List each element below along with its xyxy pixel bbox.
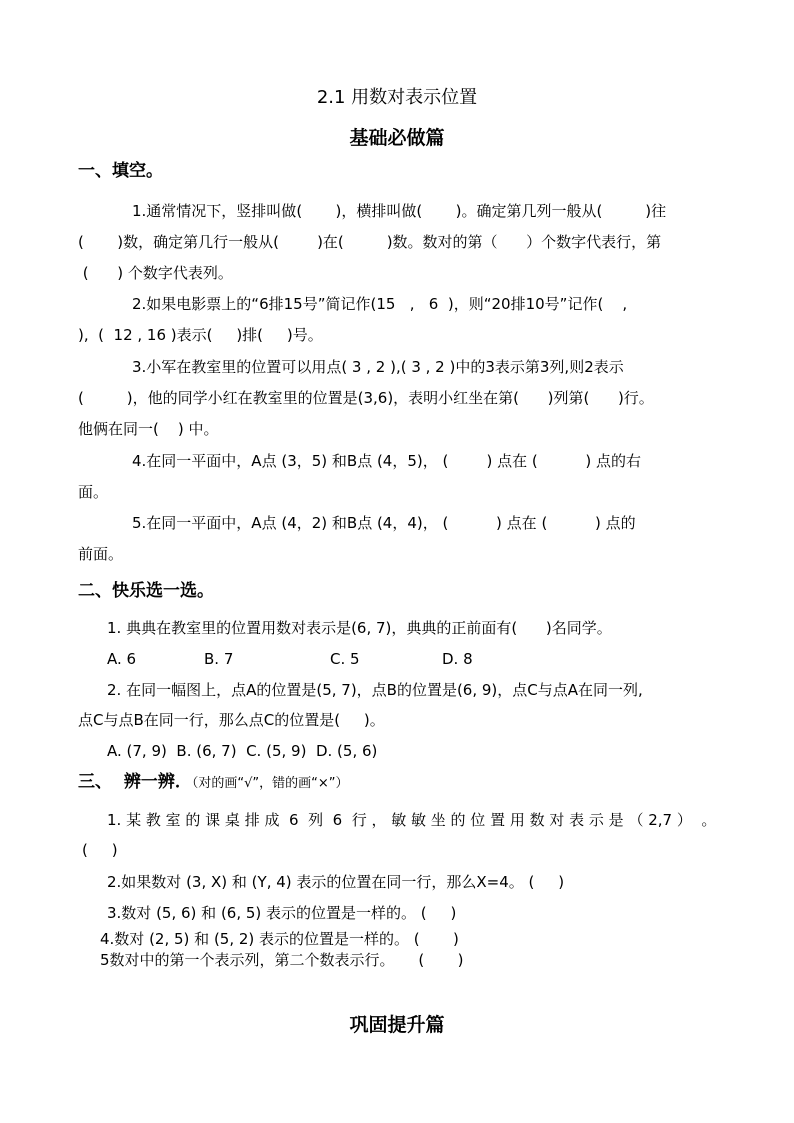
fill-blank-line: 2.如果电影票上的“6排15号”简记作(15 , 6 )，则“20排10号”记作( , — [132, 295, 628, 313]
fill-blank-line: 前面。 — [78, 545, 124, 563]
fill-blank-line: 1.通常情况下，竖排叫做( )，横排叫做( )。确定第几列一般从( )往 — [132, 202, 667, 220]
choice-question-2-cont: 点C与点B在同一行，那么点C的位置是( )。 — [78, 711, 385, 729]
section1-heading: 一、填空。 — [78, 161, 163, 181]
fill-blank-line: 他俩在同一( ) 中。 — [78, 420, 219, 438]
judge-item: 5数对中的第一个表示列，第二个数表示行。 ( ) — [100, 951, 464, 969]
fill-blank-line: ), ( 12 , 16 )表示( )排( )号。 — [78, 326, 323, 344]
advanced-section-subtitle: 巩固提升篇 — [349, 1014, 445, 1036]
section3-note: （对的画“√”，错的画“×”） — [191, 776, 349, 791]
basic-section-subtitle: 基础必做篇 — [349, 127, 445, 149]
fill-blank-line: ( )，他的同学小红在教室里的位置是(3,6)，表明小红坐在第( )列第( )行。 — [78, 389, 654, 407]
fill-blank-line: 4.在同一平面中，A点 (3，5) 和B点 (4，5)， ( ) 点在 ( ) 点的右 — [132, 452, 642, 470]
choice-options-2: A. (7, 9) B. (6, 7) C. (5, 9) D. (5, 6) — [107, 742, 378, 760]
choice-option: D. 8 — [442, 650, 473, 668]
fill-blank-line: 3.小军在教室里的位置可以用点( 3 , 2 ),( 3 , 2 )中的3表示第3列,则2表示 — [132, 358, 624, 376]
fill-blank-line: ( )数，确定第几行一般从( )在( )数。数对的第（ ）个数字代表行，第 — [78, 233, 662, 251]
judge-item: 4.数对 (2, 5) 和 (5, 2) 表示的位置是一样的。 ( ) — [100, 930, 459, 948]
section2-heading: 二、快乐选一选。 — [78, 581, 214, 601]
choice-option: C. 5 — [330, 650, 360, 668]
choice-option: A. 6 — [107, 650, 137, 668]
judge-item: 1. 某 教 室 的 课 桌 排 成 6 列 6 行 ， 敏 敏 坐 的 位 置 用 数 对 表 示 是 （ 2,7 ） 。 — [107, 811, 717, 829]
choice-question-2: 2. 在同一幅图上，点A的位置是(5, 7)，点B的位置是(6, 9)，点C与点A在同一列, — [107, 681, 643, 699]
fill-blank-line: 5.在同一平面中，A点 (4，2) 和B点 (4，4)， ( ) 点在 ( ) 点的 — [132, 514, 636, 532]
judge-item-answer: ( ) — [82, 841, 118, 859]
judge-item: 3.数对 (5, 6) 和 (6, 5) 表示的位置是一样的。 ( ) — [107, 904, 457, 922]
section3-title: 三、 辨一辨． — [78, 772, 192, 792]
choice-question-1: 1. 典典在教室里的位置用数对表示是(6, 7)，典典的正前面有( )名同学。 — [107, 619, 612, 637]
judge-item: 2.如果数对 (3, X) 和 (Y, 4) 表示的位置在同一行，那么X=4。 ( ) — [107, 873, 565, 891]
choice-option: B. 7 — [204, 650, 234, 668]
fill-blank-line: 面。 — [78, 483, 109, 501]
section3-heading — [78, 771, 348, 795]
page-title: 2.1 用数对表示位置 — [316, 87, 478, 108]
fill-blank-line: ( ) 个数字代表列。 — [78, 264, 233, 282]
